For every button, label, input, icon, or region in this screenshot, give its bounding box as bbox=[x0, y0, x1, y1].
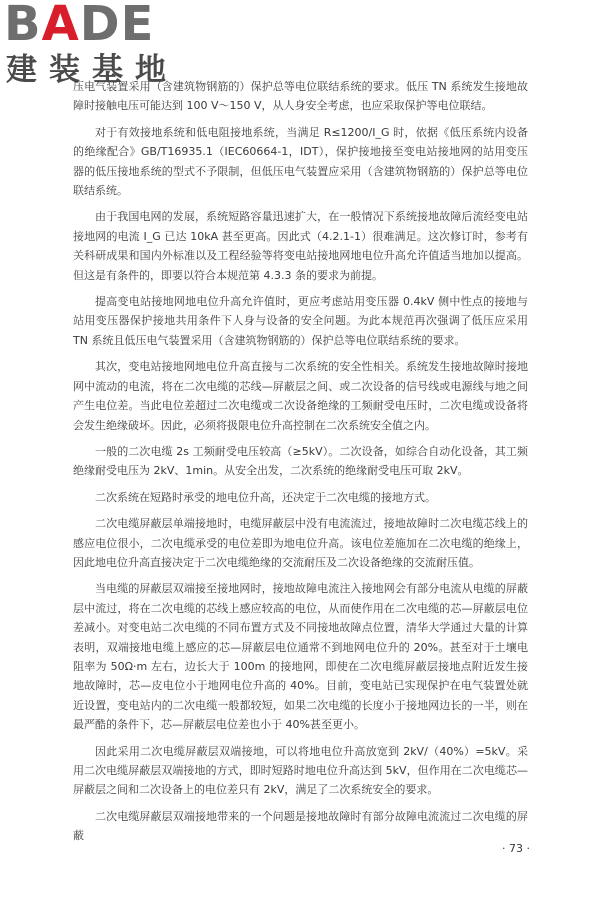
logo-letter-highlight: A bbox=[41, 0, 80, 52]
paragraph-7: 二次系统在短路时承受的地电位升高，还决定于二次电缆的接地方式。 bbox=[95, 490, 436, 504]
paragraph-4: 提高变电站接地网地电位升高允许值时，更应考虑站用变压器 0.4kV 侧中性点的接地与站用变压器保护接地共用条件下人身与设备的安全问题。为此本规范再次强调了低压应采用 TN 系统且低压电气装置采用（含建筑物钢筋的）保护总等电位联结系统的要求。 bbox=[73, 295, 528, 347]
paragraph-10: 因此采用二次电缆屏蔽层双端接地，可以将地电位升高放宽到 2kV/（40%）=5kV。采用二次电缆屏蔽层双端接地的方式，即时短路时地电位升高达到 5kV，但作用在二次电缆芯—屏蔽层之间和二次设备上的电位差只有 2kV，满足了二次系统安全的要求。 bbox=[73, 744, 528, 797]
paragraph-8: 二次电缆屏蔽层单端接地时，电缆屏蔽层中没有电流流过，接地故障时二次电缆芯线上的感应电位很小，二次电缆承受的电位差即为地电位升高。该电位差施加在二次电缆的绝缘上，因此地电位升高直接决定于二次电缆绝缘的交流耐压及二次设备绝缘的交流耐压值。 bbox=[73, 517, 528, 569]
logo-wordmark bbox=[4, 0, 154, 50]
paragraph-9: 当电缆的屏蔽层双端接至接地网时，接地故障电流注入接地网会有部分电流从电缆的屏蔽层中流过，将在二次电缆的芯线上感应较高的电位，从而使作用在二次电缆的芯—屏蔽层电位差减小。对变电站二次电缆的不同布置方式及不同接地故障点位置，清华大学通过大量的计算表明，双端接地电缆上感应的芯—屏蔽层电位通常不到地网电位升的 20%。甚至对于土壤电阻率为 50Ω·m 左右，边长大于 100m 的接地网，即使在二次电缆屏蔽层接地点附近发生接地故障时，芯—皮电位小于地网电位升高的 40%。目前，变电站已实现保护在电气装置处就近设置，变电站内的二次电缆一般都较短，如果二次电缆的长度小于接地网边长的一半，则在最严酷的条件下，芯—屏蔽层电位差也小于 40%甚至更小。 bbox=[73, 582, 528, 732]
paragraph-11: 二次电缆屏蔽层双端接地带来的一个问题是接地故障时有部分故障电流流过二次电缆的屏蔽 bbox=[73, 809, 528, 843]
paragraph-5: 其次，变电站接地网地电位升高直接与二次系统的安全性相关。系统发生接地故障时接地网中流动的电流，将在二次电缆的芯线—屏蔽层之间、或二次设备的信号线或电源线与地之间产生电位差。当此电位差超过二次电缆或二次设备绝缘的工频耐受电压时，二次电缆或设备将会发生绝缘破坏。因此，必须将扱限电位升高控制在二次系统安全值之内。 bbox=[73, 360, 528, 432]
paragraph-6: 一般的二次电缆 2s 工频耐受电压较高（≥5kV）。二次设备，如综合自动化设备，其工频绝缘耐受电压为 2kV、1min。从安全出发，二次系统的绝缘耐受电压可取 2kV。 bbox=[73, 444, 528, 478]
paragraph-3: 由于我国电网的发展，系统短路容量迅速扩大，在一般情况下系统接地故障后流经变电站接地网的电流 I_G 已达 10kA 甚至更高。因此式（4.2.1-1）很难满足。这次修订时，参考有关科研成果和国内外标准以及工程经验等将变电站接地网地电位升高允许值适当地加以提高。但这是有条件的，即要以符合本规范第 4.3.3 条的要求为前提。 bbox=[73, 210, 528, 282]
paragraph-2: 对于有效接地系统和低电阻接地系统，当满足 R≤1200/I_G 时，依据《低压系统内设备的绝缘配合》GB/T16935.1（IEC60664-1，IDT），保护接地接至变电站接地网的站用变压器的低压接地系统的型式不予限制，但低压电气装置应采用（含建筑物钢筋的）保护总等电位联结系统。 bbox=[73, 125, 528, 198]
logo-letters-end: DE bbox=[79, 0, 155, 52]
page-number: · 73 · bbox=[502, 842, 530, 855]
paragraph-1: 压电气装置采用（含建筑物钢筋的）保护总等电位联结系统的要求。低压 TN 系统发生接地故障时接触电压可能达到 100 V～150 V，从人身安全考虑，也应采取保护等电位联结。 bbox=[73, 80, 528, 113]
document-body bbox=[73, 77, 528, 853]
logo-chinese: 建装基地 bbox=[6, 52, 178, 88]
logo-letters-start: B bbox=[4, 0, 42, 52]
